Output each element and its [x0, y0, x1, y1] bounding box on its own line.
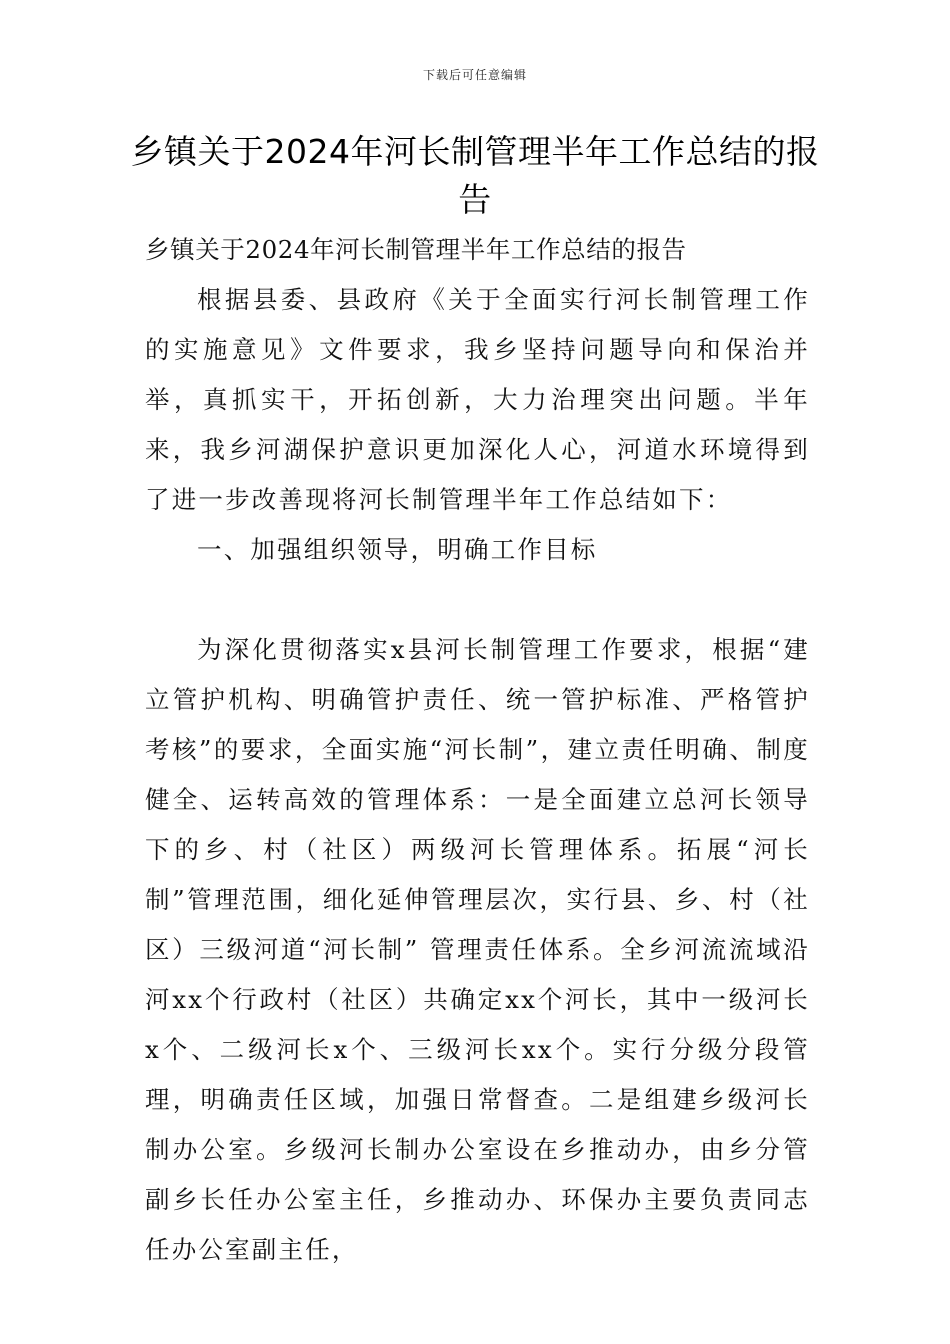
section-heading: 一、加强组织领导，明确工作目标: [197, 535, 598, 564]
document-body: [145, 225, 810, 1275]
document-title: 乡镇关于2024年河长制管理半年工作总结的报告: [130, 132, 820, 219]
header-note: 下载后可任意编辑: [422, 68, 527, 82]
intro-paragraph: 根据县委、县政府《关于全面实行河长制管理工作的实施意见》文件要求，我乡坚持问题导向和保治并举，真抓实干，开拓创新，大力治理突出问题。半年来，我乡河湖保护意识更加深化人心，河道水环境得到了进一步改善现将河长制管理半年工作总结如下：: [145, 285, 810, 514]
document-subtitle: 乡镇关于2024年河长制管理半年工作总结的报告: [145, 235, 687, 264]
section-spacer: [145, 575, 810, 625]
section-paragraph: 为深化贯彻落实x县河长制管理工作要求，根据“建立管护机构、明确管护责任、统一管护标准、严格管护考核”的要求，全面实施“河长制”，建立责任明确、制度健全、运转高效的管理体系：一是全面建立总河长领导下的乡、村（社区）两级河长管理体系。拓展“河长制”管理范围，细化延伸管理层次，实行县、乡、村（社区）三级河道“河长制” 管理责任体系。全乡河流流域沿河xx个行政村（社区）共确定xx个河长，其中一级河长x个、二级河长x个、三级河长xx个。实行分级分段管理，明确责任区域，加强日常督查。二是组建乡级河长制办公室。乡级河长制办公室设在乡推动办，由乡分管副乡长任办公室主任，乡推动办、环保办主要负责同志任办公室副主任，: [145, 635, 810, 1264]
